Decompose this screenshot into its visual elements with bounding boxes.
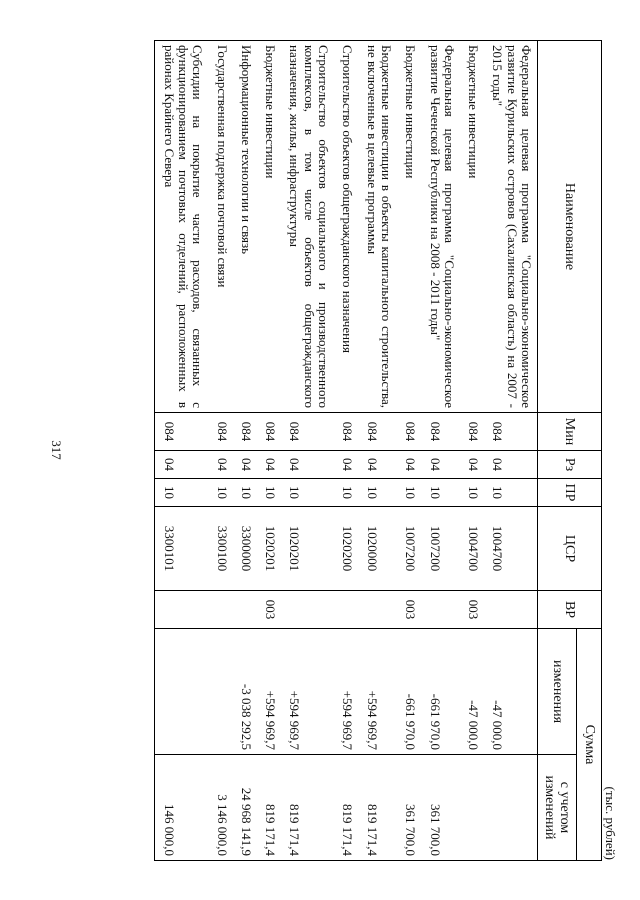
cell-total <box>484 755 537 861</box>
cell-csr: 3300101 <box>155 507 208 591</box>
cell-min: 084 <box>484 413 537 451</box>
cell-csr: 1004700 <box>460 507 484 591</box>
cell-pr: 10 <box>460 479 484 507</box>
cell-min: 084 <box>421 413 460 451</box>
cell-vr: 003 <box>397 591 421 629</box>
table-row <box>358 41 397 861</box>
cell-total: 819 171,4 <box>358 755 397 861</box>
cell-csr: 1004700 <box>484 507 537 591</box>
cell-vr <box>155 591 208 629</box>
cell-change <box>208 629 232 755</box>
cell-total: 146 000,0 <box>155 755 208 861</box>
cell-rz: 04 <box>281 451 334 479</box>
cell-min: 084 <box>334 413 358 451</box>
cell-csr: 1007200 <box>421 507 460 591</box>
budget-table <box>154 40 602 861</box>
cell-change: -661 970,0 <box>421 629 460 755</box>
cell-rz: 04 <box>484 451 537 479</box>
cell-vr: 003 <box>257 591 281 629</box>
cell-vr <box>334 591 358 629</box>
cell-total: 819 171,4 <box>334 755 358 861</box>
cell-pr: 10 <box>281 479 334 507</box>
cell-change <box>155 629 208 755</box>
cell-name: Федеральная целевая программа "Социально-экономическое развитие Чеченской Республики на 2008 - 2011 годы" <box>421 41 460 413</box>
cell-change: -47 000,0 <box>460 629 484 755</box>
cell-total: 819 171,4 <box>281 755 334 861</box>
cell-total: 361 700,0 <box>421 755 460 861</box>
cell-pr: 10 <box>257 479 281 507</box>
cell-min: 084 <box>460 413 484 451</box>
table-row <box>155 41 208 861</box>
cell-rz: 04 <box>421 451 460 479</box>
cell-rz: 04 <box>460 451 484 479</box>
cell-name: Бюджетные инвестиции <box>257 41 281 413</box>
cell-change: -661 970,0 <box>397 629 421 755</box>
units-note: (тыс. рублей) <box>603 786 618 860</box>
cell-min: 084 <box>281 413 334 451</box>
table-row <box>281 41 334 861</box>
table-row <box>397 41 421 861</box>
cell-name: Государственная поддержка почтовой связи <box>208 41 232 413</box>
cell-change: +594 969,7 <box>281 629 334 755</box>
cell-name: Федеральная целевая программа "Социально-экономическое развитие Курильских островов (Сахалинская область) на 2007 - 2015 годы" <box>484 41 537 413</box>
table-row <box>484 41 537 861</box>
cell-vr <box>208 591 232 629</box>
budget-table-sheet <box>60 40 620 860</box>
header-pr: ПР <box>538 479 602 507</box>
cell-rz: 04 <box>334 451 358 479</box>
cell-name: Бюджетные инвестиции <box>460 41 484 413</box>
cell-change: +594 969,7 <box>334 629 358 755</box>
cell-total: 24 968 141,9 <box>233 755 257 861</box>
header-with-change: с учетом изменений <box>538 755 577 861</box>
cell-total: 3 146 000,0 <box>208 755 232 861</box>
cell-pr: 10 <box>208 479 232 507</box>
table-row <box>208 41 232 861</box>
cell-csr: 1007200 <box>397 507 421 591</box>
cell-min: 084 <box>257 413 281 451</box>
cell-change: -47 000,0 <box>484 629 537 755</box>
cell-vr <box>421 591 460 629</box>
cell-rz: 04 <box>257 451 281 479</box>
cell-vr <box>484 591 537 629</box>
cell-min: 084 <box>397 413 421 451</box>
cell-name: Субсидии на покрытие части расходов, связанных с функционированием почтовых отделений, расположенных в районах Крайнего Севера <box>155 41 208 413</box>
cell-pr: 10 <box>334 479 358 507</box>
cell-pr: 10 <box>397 479 421 507</box>
table-row <box>421 41 460 861</box>
cell-change: +594 969,7 <box>257 629 281 755</box>
cell-csr: 1020200 <box>334 507 358 591</box>
header-vr: ВР <box>538 591 602 629</box>
cell-pr: 10 <box>155 479 208 507</box>
cell-rz: 04 <box>233 451 257 479</box>
cell-min: 084 <box>233 413 257 451</box>
cell-rz: 04 <box>208 451 232 479</box>
cell-name: Строительство объектов общегражданского назначения <box>334 41 358 413</box>
cell-min: 084 <box>358 413 397 451</box>
header-sum: Сумма <box>577 629 602 861</box>
table-row <box>460 41 484 861</box>
table-row <box>233 41 257 861</box>
cell-pr: 10 <box>484 479 537 507</box>
table-row <box>257 41 281 861</box>
cell-min: 084 <box>155 413 208 451</box>
page-number: 317 <box>49 440 64 460</box>
cell-min: 084 <box>208 413 232 451</box>
cell-total: 361 700,0 <box>397 755 421 861</box>
cell-total: 819 171,4 <box>257 755 281 861</box>
header-name: Наименование <box>538 41 602 413</box>
cell-change: +594 969,7 <box>358 629 397 755</box>
cell-name: Строительство объектов социального и производственного комплексов, в том числе объектов общегражданского назначения, жилья, инфраструктуры <box>281 41 334 413</box>
cell-vr: 003 <box>460 591 484 629</box>
cell-pr: 10 <box>358 479 397 507</box>
cell-name: Бюджетные инвестиции <box>397 41 421 413</box>
table-row <box>334 41 358 861</box>
cell-name: Бюджетные инвестиции в объекты капитального строительства, не включенные в целевые программы <box>358 41 397 413</box>
cell-vr <box>358 591 397 629</box>
cell-vr <box>281 591 334 629</box>
cell-pr: 10 <box>233 479 257 507</box>
cell-rz: 04 <box>358 451 397 479</box>
cell-rz: 04 <box>155 451 208 479</box>
header-min: Мин <box>538 413 602 451</box>
cell-total <box>460 755 484 861</box>
cell-csr: 3300000 <box>233 507 257 591</box>
cell-pr: 10 <box>421 479 460 507</box>
cell-rz: 04 <box>397 451 421 479</box>
header-rz: Рз <box>538 451 602 479</box>
cell-csr: 1020201 <box>281 507 334 591</box>
cell-csr: 3300100 <box>208 507 232 591</box>
cell-name: Информационные технологии и связь <box>233 41 257 413</box>
cell-csr: 1020201 <box>257 507 281 591</box>
cell-vr <box>233 591 257 629</box>
header-change: изменения <box>538 629 577 755</box>
cell-change: -3 038 292,5 <box>233 629 257 755</box>
cell-csr: 1020000 <box>358 507 397 591</box>
header-csr: ЦСР <box>538 507 602 591</box>
